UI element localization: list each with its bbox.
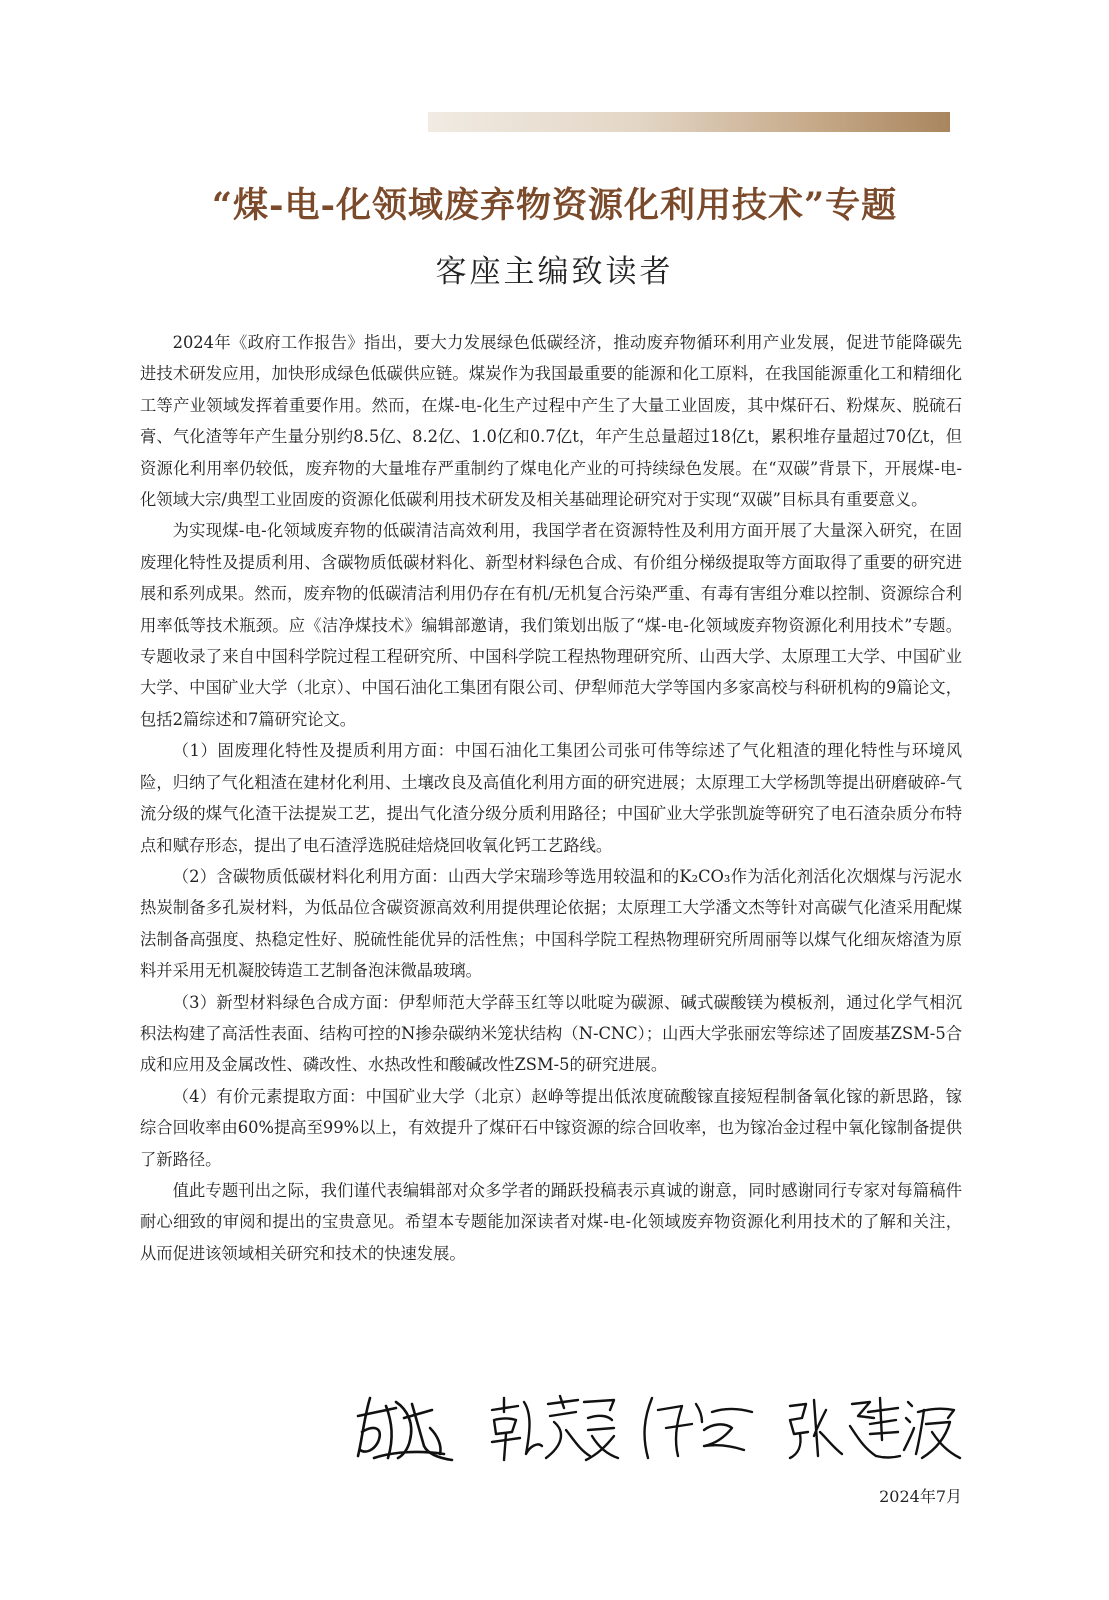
paragraph-2: 为实现煤-电-化领域废弃物的低碳清洁高效利用，我国学者在资源特性及利用方面开展了大量深入研究，在固废理化特性及提质利用、含碳物质低碳材料化、新型材料绿色合成、有价组分梯级提取等方面取得了重要的研究进展和系列成果。然而，废弃物的低碳清洁利用仍存在有机/无机复合污染严重、有毒有害组分难以控制、资源综合利用率低等技术瓶颈。应《洁净煤技术》编辑部邀请，我们策划出版了“煤-电-化领域废弃物资源化利用技术”专题。专题收录了来自中国科学院过程工程研究所、中国科学院工程热物理研究所、山西大学、太原理工大学、中国矿业大学、中国矿业大学（北京）、中国石油化工集团有限公司、伊犁师范大学等国内多家高校与科研机构的9篇论文，包括2篇综述和7篇研究论文。 [140,521,962,729]
paragraph-5: （3）新型材料绿色合成方面：伊犁师范大学薛玉红等以吡啶为碳源、碱式碳酸镁为模板剂，通过化学气相沉积法构建了高活性表面、结构可控的N掺杂碳纳米笼状结构（N-CNC）；山西大学张丽宏等综述了固废基ZSM-5合成和应用及金属改性、磷改性、水热改性和酸碱改性ZSM-5的研究进展。 [140,992,962,1075]
date-line: 2024年7月 [879,1487,962,1506]
page-title: “煤-电-化领域废弃物资源化利用技术”专题 [211,185,898,226]
page-subtitle: 客座主编致读者 [435,254,674,290]
paragraph-3: （1）固废理化特性及提质利用方面：中国石油化工集团公司张可伟等综述了气化粗渣的理化特性与环境风险，归纳了气化粗渣在建材化利用、土壤改良及高值化利用方面的研究进展；太原理工大学杨凯等提出研磨破碎-气流分级的煤气化渣干法提炭工艺，提出气化渣分级分质利用路径；中国矿业大学张凯旋等研究了电石渣杂质分布特点和赋存形态，提出了电石渣浮选脱硅焙烧回收氧化钙工艺路线。 [140,741,962,855]
signature-4 [790,1398,960,1458]
paragraph-1: 2024年《政府工作报告》指出，要大力发展绿色低碳经济，推动废弃物循环利用产业发展，促进节能降碳先进技术研发应用，加快形成绿色低碳供应链。煤炭作为我国最重要的能源和化工原料，在我国能源重化工和精细化工等产业领域发挥着重要作用。然而，在煤-电-化生产过程中产生了大量工业固废，其中煤矸石、粉煤灰、脱硫石膏、气化渣等年产生量分别约8.5亿、8.2亿、1.0亿和0.7亿t，年产生总量超过18亿t，累积堆存量超过70亿t，但资源化利用率仍较低，废弃物的大量堆存严重制约了煤电化产业的可持续绿色发展。在“双碳”背景下，开展煤-电-化领域大宗/典型工业固废的资源化低碳利用技术研发及相关基础理论研究对于实现“双碳”目标具有重要意义。 [140,333,962,510]
signature-1 [358,1398,452,1460]
signature-2 [492,1396,618,1460]
header-decorative-bar [428,112,950,132]
article-body [140,327,962,1269]
signatures-graphic [352,1388,962,1468]
paragraph-7: 值此专题刊出之际，我们谨代表编辑部对众多学者的踊跃投稿表示真诚的谢意，同时感谢同行专家对每篇稿件耐心细致的审阅和提出的宝贵意见。希望本专题能加深读者对煤-电-化领域废弃物资源化利用技术的了解和关注，从而促进该领域相关研究和技术的快速发展。 [140,1180,962,1263]
paragraph-4: （2）含碳物质低碳材料化利用方面：山西大学宋瑞珍等选用较温和的K₂CO₃作为活化剂活化次烟煤与污泥水热炭制备多孔炭材料，为低品位含碳资源高效利用提供理论依据；太原理工大学潘文杰等针对高碳气化渣采用配煤法制备高强度、热稳定性好、脱硫性能优异的活性焦；中国科学院工程热物理研究所周丽等以煤气化细灰熔渣为原料并采用无机凝胶铸造工艺制备泡沫微晶玻璃。 [140,866,962,981]
paragraph-6: （4）有价元素提取方面：中国矿业大学（北京）赵峥等提出低浓度硫酸镓直接短程制备氧化镓的新思路，镓综合回收率由60%提高至99%以上，有效提升了煤矸石中镓资源的综合回收率，也为镓冶金过程中氧化镓制备提供了新路径。 [140,1086,962,1169]
editor-signatures [352,1388,962,1468]
signature-3 [645,1398,752,1458]
